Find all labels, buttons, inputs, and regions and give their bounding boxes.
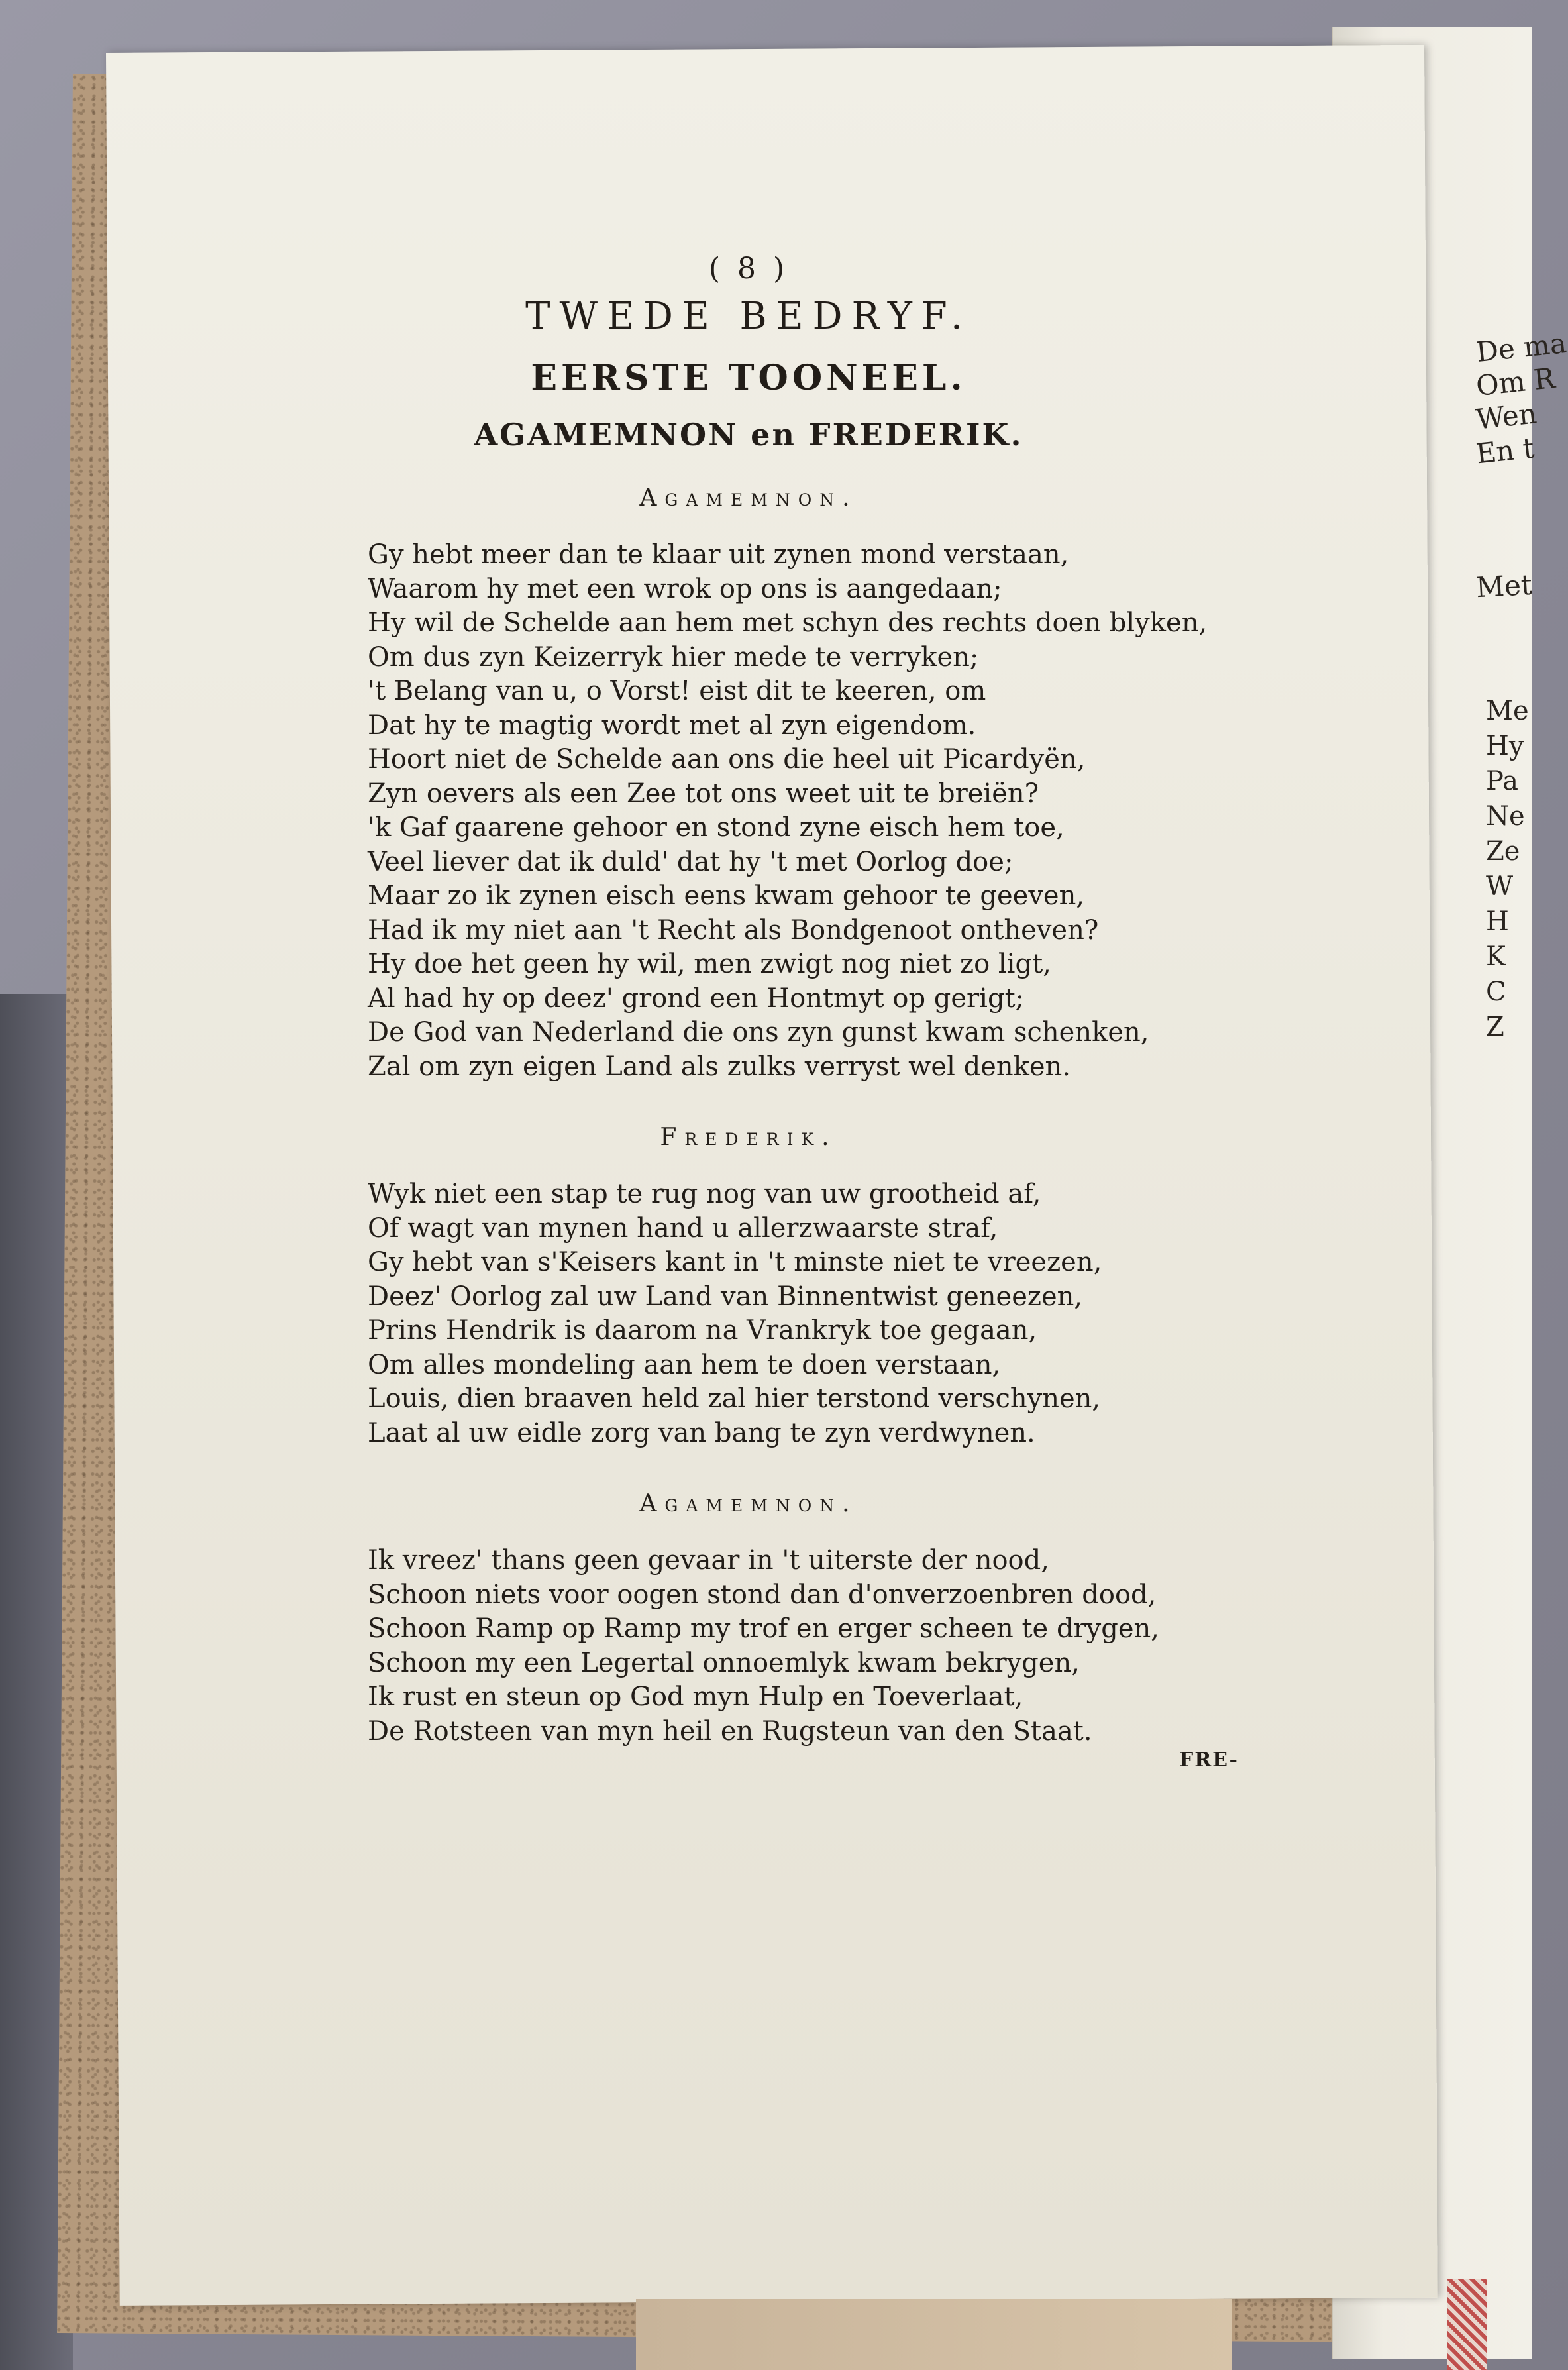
verse-line: Ik vreez' thans geen gevaar in 't uiterste der nood, bbox=[368, 1545, 1049, 1576]
verse-line: Gy hebt meer dan te klaar uit zynen mond verstaan, bbox=[368, 539, 1069, 570]
verse-line: Ik rust en steun op God myn Hulp en Toeverlaat, bbox=[368, 1682, 1023, 1712]
facing-line-4: En t bbox=[1474, 431, 1536, 470]
facing-column-line: Me bbox=[1486, 696, 1529, 726]
verse-line: Prins Hendrik is daarom na Vrankryk toe gegaan, bbox=[368, 1315, 1037, 1346]
verse-line: Om alles mondeling aan hem te doen verstaan, bbox=[368, 1349, 1001, 1380]
verse-line: Hy doe het geen hy wil, men zwigt nog niet zo ligt, bbox=[368, 949, 1051, 979]
facing-column-line: H bbox=[1486, 906, 1509, 937]
facing-column-line: Ne bbox=[1486, 801, 1525, 832]
verse-line: Zyn oevers als een Zee tot ons weet uit te breiën? bbox=[368, 778, 1039, 809]
page-number: ( 8 ) bbox=[708, 252, 789, 286]
facing-line-5: Met bbox=[1475, 568, 1533, 604]
verse-line: Om dus zyn Keizerryk hier mede te verryken; bbox=[368, 641, 979, 673]
facing-column-line: K bbox=[1486, 942, 1506, 972]
facing-column-line: Ze bbox=[1486, 836, 1520, 867]
facing-line-1: De ma bbox=[1474, 326, 1568, 369]
cover-edge bbox=[636, 2299, 1232, 2370]
verse-line: Wyk niet een stap te rug nog van uw grootheid af, bbox=[368, 1179, 1041, 1209]
verse-line: Veel liever dat ik duld' dat hy 't met Oorlog doe; bbox=[368, 846, 1014, 877]
verse-line: Laat al uw eidle zorg van bang te zyn verdwynen. bbox=[368, 1417, 1035, 1448]
verse-line: Schoon Ramp op Ramp my trof en erger scheen te drygen, bbox=[368, 1613, 1160, 1644]
facing-line-2: Om R bbox=[1474, 361, 1557, 403]
speaker-heading: Agamemnon. bbox=[639, 1490, 858, 1517]
verse-line: Louis, dien braaven held zal hier terstond verschynen, bbox=[368, 1383, 1101, 1414]
catchword: FRE- bbox=[1178, 1749, 1239, 1772]
verse-line: 't Belang van u, o Vorst! eist dit te keeren, om bbox=[368, 676, 986, 706]
verse-line: Had ik my niet aan 't Recht als Bondgenoot ontheven? bbox=[368, 914, 1099, 945]
verse-line: Zal om zyn eigen Land als zulks verryst wel denken. bbox=[368, 1051, 1071, 1082]
facing-column-line: C bbox=[1486, 977, 1506, 1007]
verse-line: Maar zo ik zynen eisch eens kwam gehoor te geeven, bbox=[368, 881, 1085, 911]
verse-line: Of wagt van mynen hand u allerzwaarste straf, bbox=[368, 1212, 998, 1244]
verse-line: Waarom hy met een wrok op ons is aangedaan; bbox=[368, 573, 1002, 604]
speaker-heading: Frederik. bbox=[660, 1124, 837, 1151]
verse-block bbox=[368, 1177, 1239, 1450]
verse-line: Gy hebt van s'Keisers kant in 't minste niet te vreezen, bbox=[368, 1247, 1102, 1277]
facing-line-3: Wen bbox=[1474, 397, 1538, 436]
facing-column-line: Hy bbox=[1486, 731, 1524, 761]
verse-line: 'k Gaf gaarene gehoor en stond zyne eisch hem toe, bbox=[368, 812, 1065, 843]
verse-line: Al had hy op deez' grond een Hontmyt op gerigt; bbox=[368, 983, 1025, 1014]
facing-column-line: Pa bbox=[1486, 766, 1518, 796]
verse-line: Schoon niets voor oogen stond dan d'onverzoenbren dood, bbox=[368, 1579, 1157, 1610]
verse-line: De God van Nederland die ons zyn gunst kwam schenken, bbox=[368, 1017, 1149, 1048]
cast-list: AGAMEMNON en FREDERIK. bbox=[474, 417, 1023, 453]
verse-line: Hy wil de Schelde aan hem met schyn des rechts doen blyken, bbox=[368, 608, 1208, 638]
verse-line: Schoon my een Legertal onnoemlyk kwam bekrygen, bbox=[368, 1647, 1080, 1678]
verse-block bbox=[368, 538, 1239, 1084]
act-title: TWEDE BEDRYF. bbox=[525, 295, 972, 338]
page-text bbox=[258, 252, 1239, 1782]
verse-line: Hoort niet de Schelde aan ons die heel uit Picardyën, bbox=[368, 744, 1086, 775]
verse-block bbox=[368, 1544, 1239, 1749]
facing-column-line: W bbox=[1486, 871, 1514, 902]
speaker-heading: Agamemnon. bbox=[639, 484, 858, 512]
facing-column-line: Z bbox=[1486, 1012, 1504, 1042]
verse-line: Deez' Oorlog zal uw Land van Binnentwist geneezen, bbox=[368, 1281, 1083, 1312]
marbled-edge bbox=[1447, 2279, 1487, 2370]
verse-line: Dat hy te magtig wordt met al zyn eigendom. bbox=[368, 710, 976, 741]
verse-line: De Rotsteen van myn heil en Rugsteun van den Staat. bbox=[368, 1715, 1092, 1747]
scene-title: EERSTE TOONEEL. bbox=[531, 358, 967, 398]
